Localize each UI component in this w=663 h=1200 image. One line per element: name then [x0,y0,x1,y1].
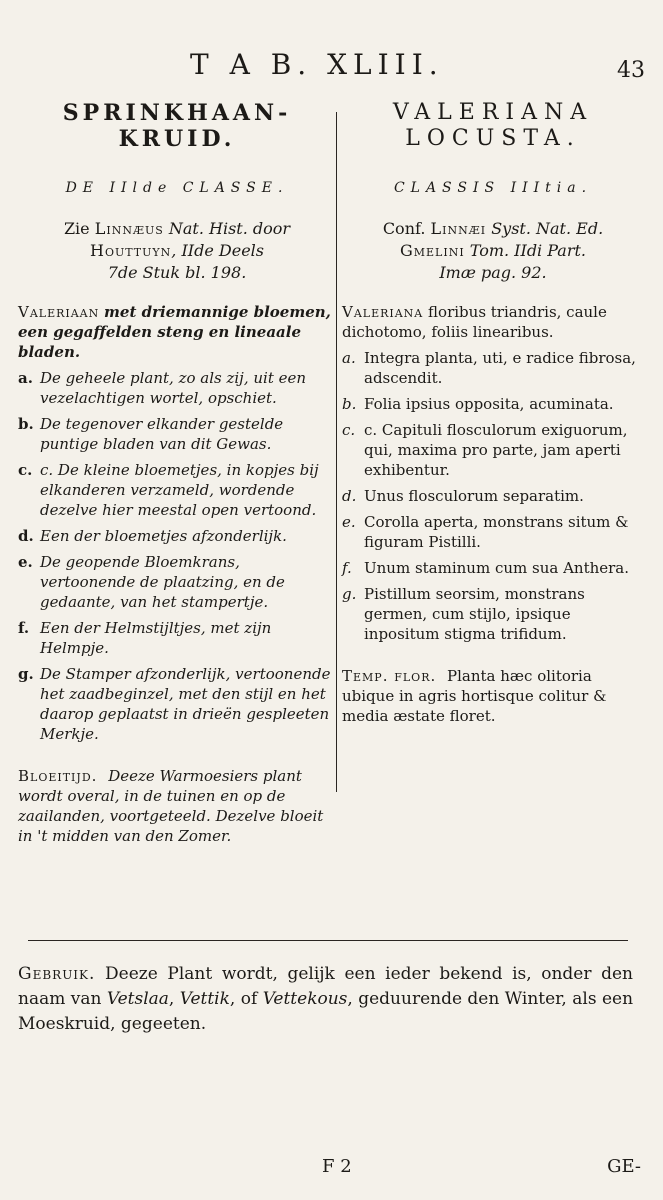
dutch-item-e: e. De geopende Bloemkrans, vertoonende de plaatzing, en de gedaante, van het stampertje. [18,553,285,611]
dutch-item-g: g. De Stamper afzonderlijk, vertoonende het zaadbeginzel, met den stijl en het daarop geplaatst in drieën gespleeten Merkje. [18,665,331,743]
latin-item-c: c. c. Capituli flosculorum exiguorum, qui, maxima pro parte, jam aperti exhibentur. [342,421,628,479]
latin-column [342,100,644,726]
dutch-reference: Zie Linnæus Nat. Hist. door Houttuyn, IIde Deels 7de Stuk bl. 198. [63,219,291,282]
latin-item-b: b. Folia ipsius opposita, acuminata. [342,395,614,413]
dutch-item-a: a. De geheele plant, zo als zij, uit een vezelachtigen wortel, opschiet. [18,369,307,407]
section-rule [28,940,628,941]
dutch-column [18,100,336,846]
latin-item-e: e. Corolla aperta, monstrans situm & figuram Pistilli. [342,513,629,551]
dutch-flowering-time: Bloeitijd. Deeze Warmoesiers plant wordt overal, in de tuinen en op de zaailanden, voortgeteeld. Dezelve bloeit in 't midden van den Zomer. [18,767,324,845]
latin-reference: Conf. Linnæi Syst. Nat. Ed. Gmelini Tom. IIdi Part. Imæ pag. 92. [382,219,604,282]
latin-flowering-time: Temp. flor. Planta hæc olitoria ubique in agris hortisque colitur & media æstate floret. [342,667,607,725]
signature-mark: F 2 [322,1156,352,1177]
latin-item-d: d. Unus flosculorum separatim. [342,487,584,505]
dutch-item-f: f. Een der Helmstijltjes, met zijn Helmpje. [18,619,272,657]
page-number: 43 [617,58,645,83]
dutch-classis: DE IIlde CLASSE. [65,180,289,196]
latin-item-a: a. Integra planta, uti, e radice fibrosa, adscendit. [342,349,636,387]
dutch-item-c: c. c. De kleine bloemetjes, in kopjes bij elkanderen verzameld, wordende dezelve hier meestal open vertoond. [18,461,319,519]
usage-paragraph: Gebruik. Deeze Plant wordt, gelijk een ieder bekend is, onder den naam van Vetslaa, Vettik, of Vettekous, geduurende den Winter, als een Moeskruid, gegeeten. [18,964,634,1034]
latin-item-f: f. Unum staminum cum sua Anthera. [342,559,630,577]
latin-intro: Valeriana floribus triandris, caule dichotomo, foliis linearibus. [342,303,607,341]
dutch-item-b: b. De tegenover elkander gestelde puntige bladen van dit Gewas. [18,415,284,453]
dutch-intro: Valeriaan met driemannige bloemen, een gegaffelden steng en lineaale bladen. [18,303,331,361]
latin-item-g: g. Pistillum seorsim, monstrans germen, cum stijlo, ipsique inpositum stigma trifidum. [342,585,585,643]
plate-title: T A B. XLIII. [190,48,444,81]
dutch-plant-name: SPRINKHAAN- KRUID. [62,100,292,152]
catchword: GE- [607,1156,641,1177]
dutch-item-d: d. Een der bloemetjes afzonderlijk. [18,527,287,545]
dutch-description [18,302,336,744]
column-divider [336,112,337,792]
latin-description [342,302,644,644]
latin-plant-name: VALERIANA LOCUSTA. [392,100,594,151]
latin-classis: CLASSIS IIItia. [393,180,593,196]
